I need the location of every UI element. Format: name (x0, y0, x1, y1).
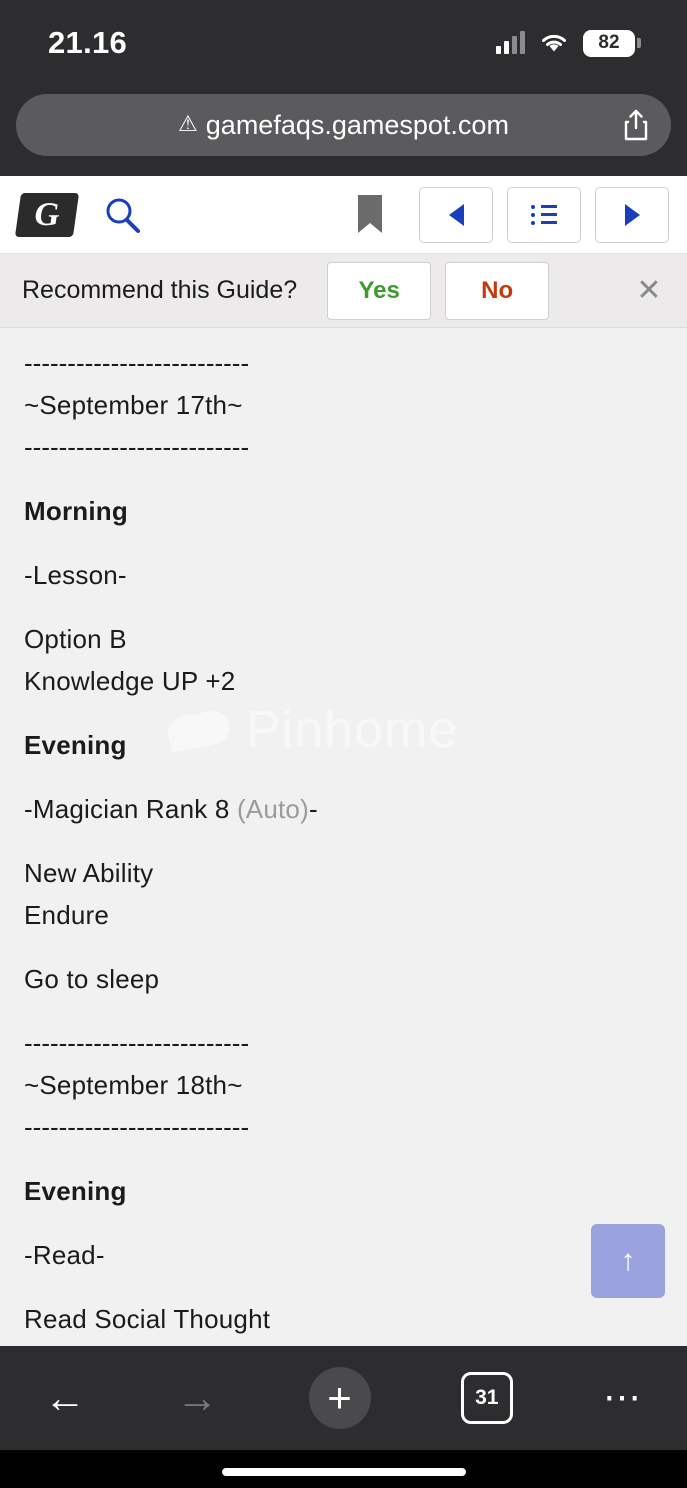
guide-line: Endure (24, 900, 110, 930)
search-icon[interactable] (102, 195, 142, 235)
browser-bottom-bar (0, 1346, 687, 1450)
browser-url-bar-area (0, 86, 687, 176)
recommend-yes-button[interactable]: Yes (327, 262, 431, 320)
guide-line: Evening (24, 1176, 127, 1206)
wifi-icon (539, 32, 569, 54)
guide-line-spacer (24, 1276, 663, 1298)
guide-line: Option B (24, 624, 127, 654)
cellular-signal-icon (496, 32, 525, 54)
watermark-text: Pinhome (246, 701, 459, 759)
guide-line-spacer (24, 1000, 663, 1022)
guide-line: -Read- (24, 1240, 105, 1270)
battery-percent: 82 (583, 30, 635, 57)
guide-page-nav (419, 187, 669, 243)
guide-line: Read Social Thought (24, 1304, 271, 1334)
guide-line: -------------------------- (24, 1112, 250, 1142)
guide-line-spacer (24, 1148, 663, 1170)
address-bar-url: gamefaqs.gamespot.com (205, 109, 509, 140)
tab-count-button[interactable]: 31 (461, 1372, 513, 1424)
home-indicator[interactable] (222, 1468, 466, 1476)
guide-line-spacer (24, 532, 663, 554)
recommend-no-button[interactable]: No (445, 262, 549, 320)
recommend-banner (0, 254, 687, 328)
guide-line: Morning (24, 496, 128, 526)
status-indicators (496, 30, 641, 57)
status-bar (0, 0, 687, 86)
forward-arrow-icon[interactable]: → (176, 1374, 219, 1421)
guide-text-block (24, 342, 663, 1346)
arrow-up-icon[interactable]: ↑ (591, 1224, 665, 1298)
more-options-icon[interactable]: ⋯ (603, 1377, 643, 1419)
close-icon[interactable]: ✕ (636, 274, 662, 307)
guide-line-spacer (24, 830, 663, 852)
guide-line: -Lesson- (24, 560, 127, 590)
guide-line: New Ability (24, 858, 154, 888)
guide-line: Go to sleep (24, 964, 160, 994)
guide-line: Knowledge UP +2 (24, 666, 236, 696)
guide-line-spacer (24, 936, 663, 958)
guide-line-spacer (24, 1212, 663, 1234)
guide-line (24, 1340, 663, 1346)
battery-indicator (583, 30, 641, 57)
status-time: 21.16 (48, 25, 128, 60)
back-arrow-icon[interactable]: ← (44, 1374, 86, 1421)
next-page-icon[interactable] (595, 187, 669, 243)
address-bar[interactable] (16, 94, 671, 156)
guide-line: -------------------------- (24, 348, 250, 378)
site-toolbar (0, 176, 687, 254)
table-of-contents-icon[interactable] (507, 187, 581, 243)
gamefaqs-logo[interactable]: G (15, 193, 79, 237)
home-indicator-bar (0, 1450, 687, 1488)
guide-line-spacer (24, 596, 663, 618)
guide-line: ~September 18th~ (24, 1070, 243, 1100)
guide-line: -Magician Rank 8 (Auto)- (24, 794, 318, 824)
guide-line: -------------------------- (24, 1028, 250, 1058)
guide-line-auto-note: (Auto) (236, 794, 309, 824)
share-icon[interactable] (623, 109, 649, 141)
guide-line: Evening (24, 730, 127, 760)
recommend-question: Recommend this Guide? (22, 276, 298, 304)
bookmark-icon[interactable] (355, 193, 385, 237)
guide-line-spacer (24, 702, 663, 724)
previous-page-icon[interactable] (419, 187, 493, 243)
warning-triangle-icon: ⚠ (178, 111, 198, 136)
guide-content[interactable] (0, 328, 687, 1346)
guide-line-spacer (24, 468, 663, 490)
address-bar-content (178, 110, 509, 141)
plus-icon[interactable]: + (309, 1367, 371, 1429)
battery-cap (637, 38, 641, 48)
guide-line: ~September 17th~ (24, 390, 243, 420)
guide-line: -------------------------- (24, 432, 250, 462)
guide-line-spacer (24, 766, 663, 788)
